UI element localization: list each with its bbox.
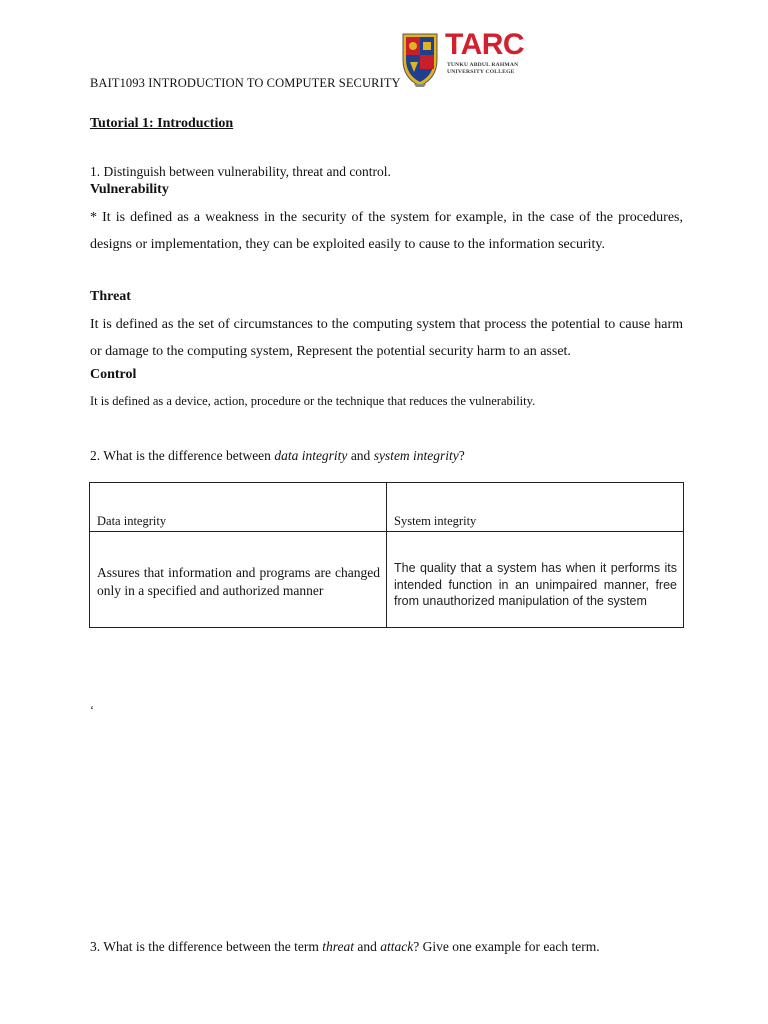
threat-definition: It is defined as the set of circumstances to the computing system that process the potential to cause harm or damage to the computing system, Represent the potential security harm to an asset.: [90, 317, 683, 359]
question-3-suffix: ? Give one example for each term.: [413, 939, 600, 954]
table-header-system-integrity: System integrity: [394, 514, 477, 528]
course-code-header: BAIT1093 INTRODUCTION TO COMPUTER SECURITY: [90, 76, 401, 90]
question-3-prefix: 3. What is the difference between the term: [90, 939, 323, 954]
tutorial-title: Tutorial 1: Introduction: [90, 116, 234, 131]
term-threat: threat: [322, 939, 355, 954]
question-2-suffix: ?: [458, 448, 465, 463]
control-heading: Control: [90, 367, 137, 382]
threat-heading: Threat: [90, 289, 131, 304]
logo-subtitle: TUNKU ABDUL RAHMAN UNIVERSITY COLLEGE: [447, 62, 519, 75]
integrity-comparison-table: [89, 482, 684, 628]
control-definition: It is defined as a device, action, procedure or the technique that reduces the vulnerability.: [90, 394, 536, 408]
table-cell-system-integrity: The quality that a system has when it performs its intended function in an unimpaired manner, free from unauthorized manipulation of the system: [394, 561, 677, 608]
question-2: [90, 448, 465, 464]
table-cell-data-integrity: Assures that information and programs are changed only in a specified and authorized manner: [97, 565, 380, 598]
table-header-data-integrity: Data integrity: [97, 514, 167, 528]
stray-mark: ‘: [90, 703, 94, 717]
term-attack: attack: [380, 939, 414, 954]
table-row-divider: [90, 531, 683, 532]
vulnerability-heading: Vulnerability: [90, 182, 169, 197]
term-data-integrity: data integrity: [274, 448, 348, 463]
question-3-middle: and: [354, 939, 381, 954]
vulnerability-definition: * It is defined as a weakness in the security of the system for example, in the case of the procedures, designs or implementation, they can be exploited easily to cause to the information security.: [90, 210, 683, 252]
university-crest-icon: [400, 30, 440, 88]
question-2-prefix: 2. What is the difference between: [90, 448, 275, 463]
logo-wordmark: TARC: [445, 28, 525, 61]
question-1: 1. Distinguish between vulnerability, threat and control.: [90, 164, 391, 179]
term-system-integrity: system integrity: [373, 448, 459, 463]
question-3: [90, 939, 600, 955]
table-column-divider: [386, 483, 387, 627]
question-2-middle: and: [347, 448, 374, 463]
